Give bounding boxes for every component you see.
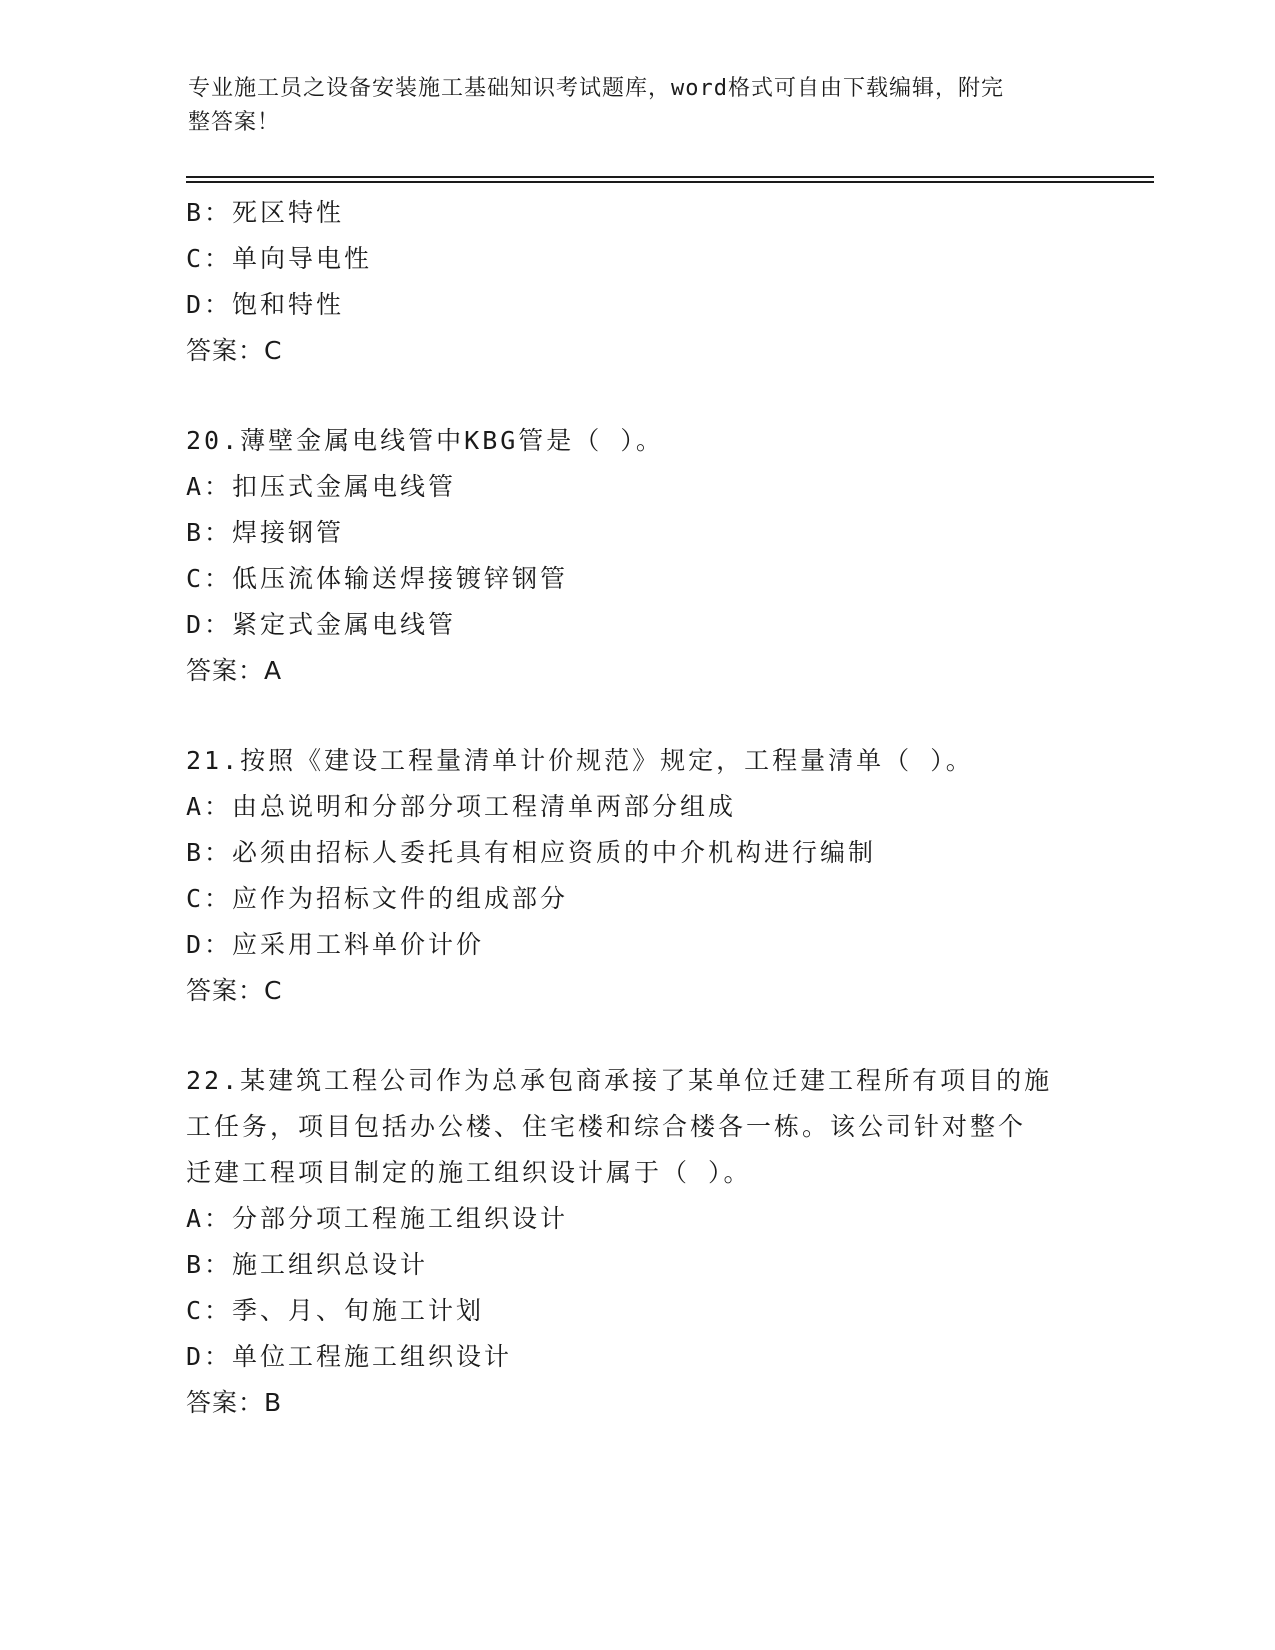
option-a: A：扣压式金属电线管 [186, 472, 457, 501]
option-b: B：焊接钢管 [186, 518, 345, 547]
option-d: D：应采用工料单价计价 [186, 930, 485, 959]
question-21 [186, 738, 1086, 1014]
question-stem-line-2: 工任务，项目包括办公楼、住宅楼和综合楼各一栋。该公司针对整个 [186, 1112, 1027, 1141]
question-19 [186, 190, 1086, 374]
answer-line: 答案：A [186, 656, 283, 685]
question-20 [186, 418, 1086, 694]
question-22 [186, 1058, 1086, 1426]
option-c: C：低压流体输送焊接镀锌钢管 [186, 564, 569, 593]
option-c: C：季、月、旬施工计划 [186, 1296, 485, 1325]
header-rule-bottom [186, 181, 1154, 183]
question-spacer [186, 1014, 1086, 1058]
option-b: B：施工组织总设计 [186, 1250, 429, 1279]
header-rule-top [186, 176, 1154, 178]
option-a: A：分部分项工程施工组织设计 [186, 1204, 569, 1233]
question-stem-line-3: 迁建工程项目制定的施工组织设计属于（ ）。 [186, 1158, 752, 1187]
question-stem: 21.按照《建设工程量清单计价规范》规定，工程量清单（ ）。 [186, 746, 974, 775]
option-c: C：应作为招标文件的组成部分 [186, 884, 569, 913]
option-d: D：饱和特性 [186, 290, 345, 319]
answer-line: 答案：B [186, 1388, 283, 1417]
header-line-2: 整答案！ [188, 110, 281, 135]
option-a: A：由总说明和分部分项工程清单两部分组成 [186, 792, 737, 821]
question-list [186, 190, 1086, 1426]
answer-line: 答案：C [186, 976, 283, 1005]
question-stem: 20.薄壁金属电线管中KBG管是（ ）。 [186, 426, 664, 455]
question-stem-line-1: 22.某建筑工程公司作为总承包商承接了某单位迁建工程所有项目的施 [186, 1066, 1053, 1095]
document-header [188, 72, 1068, 140]
question-spacer [186, 694, 1086, 738]
header-line-1: 专业施工员之设备安装施工基础知识考试题库，word格式可自由下载编辑，附完 [188, 76, 1004, 101]
option-b: B：死区特性 [186, 198, 345, 227]
option-c: C：单向导电性 [186, 244, 373, 273]
option-d: D：单位工程施工组织设计 [186, 1342, 513, 1371]
option-d: D：紧定式金属电线管 [186, 610, 457, 639]
option-b: B：必须由招标人委托具有相应资质的中介机构进行编制 [186, 838, 877, 867]
answer-line: 答案：C [186, 336, 283, 365]
question-spacer [186, 374, 1086, 418]
